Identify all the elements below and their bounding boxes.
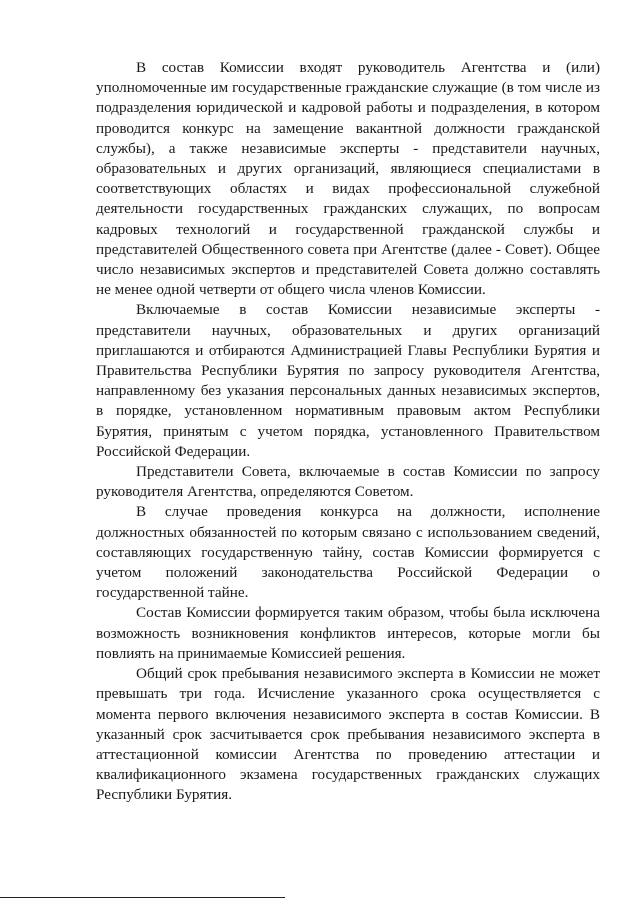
paragraph-conflict-of-interest: Состав Комиссии формируется таким образом, чтобы была исключена возможность возникновения конфликтов интересов, которые могли бы повлиять на принимаемые Комиссией решения. — [96, 604, 600, 662]
footer-divider — [0, 897, 285, 898]
document-body — [96, 58, 600, 806]
paragraph-commission-composition: В состав Комиссии входят руководитель Агентства и (или) уполномоченные им государственные гражданские служащие (в том числе из подразделения юридической и кадровой работы и подразделения, в котором проводится конкурс на замещение вакантной должности гражданской службы), а также независимые эксперты - представители научных, образовательных и других организаций, являющиеся специалистами в соответствующих областях и видах профессиональной служебной деятельности государственных гражданских служащих, по вопросам кадровых технологий и государственной гражданской службы и представителей Общественного совета при Агентстве (далее - Совет). Общее число независимых экспертов и представителей Совета должно составлять не менее одной четверти от общего числа членов Комиссии. — [96, 59, 600, 299]
paragraph-independent-experts: Включаемые в состав Комиссии независимые эксперты - представители научных, образовательных и других организаций приглашаются и отбираются Администрацией Главы Республики Бурятия и Правительства Республики Бурятия по запросу руководителя Агентства, направленному без указания персональных данных независимых экспертов, в порядке, установленном нормативным правовым актом Республики Бурятия, принятым с учетом порядка, установленного Правительством Российской Федерации. — [96, 301, 600, 460]
paragraph-state-secret: В случае проведения конкурса на должности, исполнение должностных обязанностей по которым связано с использованием сведений, составляющих государственную тайну, состав Комиссии формируется с учетом положений законодательства Российской Федерации о государственной тайне. — [96, 503, 600, 602]
paragraph-term-of-expert: Общий срок пребывания независимого эксперта в Комиссии не может превышать три года. Исчисление указанного срока осуществляется с момента первого включения независимого эксперта в состав Комиссии. В указанный срок засчитывается срок пребывания независимого эксперта в аттестационной комиссии Агентства по проведению аттестации и квалификационного экзамена государственных гражданских служащих Республики Бурятия. — [96, 665, 600, 804]
paragraph-council-representatives: Представители Совета, включаемые в состав Комиссии по запросу руководителя Агентства, определяются Советом. — [96, 463, 600, 501]
